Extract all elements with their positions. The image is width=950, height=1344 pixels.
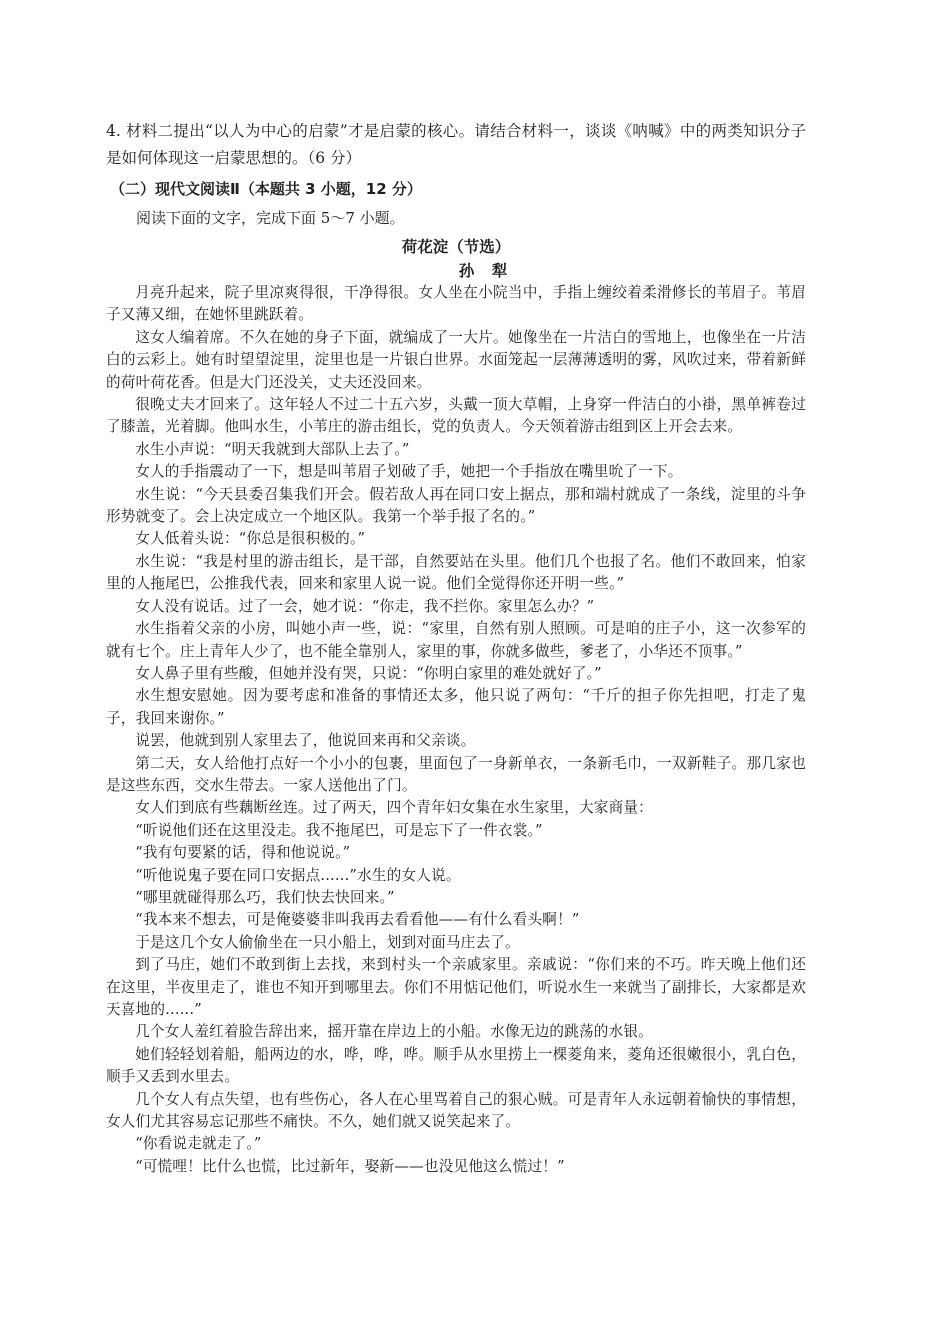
article-paragraph: “听他说鬼子要在同口安据点......”水生的女人说。	[135, 866, 461, 884]
article-paragraph: “听说他们还在这里没走。我不拖尾巴，可是忘下了一件衣裳。”	[135, 821, 543, 839]
article-paragraph: 水生说：“我是村里的游击组长，是干部，自然要站在头里。他们几个也报了名。他们不敢回来，怕家里的人拖尾巴，公推我代表，回来和家里人说一说。他们全觉得你还开明一些。”	[106, 552, 806, 593]
section-instruction: 阅读下面的文字，完成下面 5～7 小题。	[136, 209, 405, 227]
article-author: 孙 犁	[458, 262, 514, 280]
article-paragraph: 女人鼻子里有些酸，但她并没有哭，只说：“你明白家里的难处就好了。”	[135, 664, 602, 682]
article-paragraph: “可慌哩！比什么也慌，比过新年，娶新——也没见他这么慌过！”	[135, 1157, 565, 1175]
article-paragraph: “你看说走就走了。”	[135, 1135, 262, 1153]
article-paragraph: 几个女人羞红着脸告辞出来，摇开靠在岸边上的小船。水像无边的跳荡的水银。	[135, 1023, 653, 1041]
article-paragraph: 水生指着父亲的小房，叫她小声一些，说：“家里，自然有别人照顾。可是咱的庄子小，这一次参军的就有七个。庄上青年人少了，也不能全靠别人，家里的事，你就多做些，爹老了，小华还不顶事。”	[106, 620, 806, 660]
article-paragraph: 这女人编着席。不久在她的身子下面，就编成了一大片。她像坐在一片洁白的雪地上，也像坐在一片洁白的云彩上。她有时望望淀里，淀里也是一片银白世界。水面笼起一层薄薄透明的雾，风吹过来，带着新鲜的荷叶荷花香。但是大门还没关，丈夫还没回来。	[106, 328, 806, 391]
question-4: 4. 材料二提出“以人为中心的启蒙”才是启蒙的核心。请结合材料一，谈谈《呐喊》中的两类知识分子是如何体现这一启蒙思想的。（6 分）	[106, 122, 806, 167]
article-paragraph: “我有句要紧的话，得和他说说。”	[135, 844, 351, 862]
article-title: 荷花淀（节选）	[401, 238, 511, 256]
article-paragraph: “哪里就碰得那么巧，我们快去快回来。”	[135, 888, 395, 906]
article-paragraph: 水生想安慰她。因为要考虑和准备的事情还太多，他只说了两句：“千斤的担子你先担吧，打走了鬼子，我回来谢你。”	[106, 687, 806, 727]
article-paragraph: 几个女人有点失望，也有些伤心，各人在心里骂着自己的狠心贼。可是青年人永远朝着愉快的事情想，女人们尤其容易忘记那些不痛快。不久，她们就又说笑起来了。	[106, 1090, 806, 1131]
article-paragraph: 说罢，他就到别人家里去了，他说回来再和父亲谈。	[135, 732, 476, 750]
article-paragraph: 女人的手指震动了一下，想是叫苇眉子划破了手，她把一个手指放在嘴里吮了一下。	[135, 463, 683, 481]
article-paragraph: 女人低着头说：“你总是很积极的。”	[135, 530, 366, 548]
article-paragraph: 水生小声说：“明天我就到大部队上去了。”	[135, 440, 410, 458]
article-paragraph: “我本来不想去，可是俺婆婆非叫我再去看看他——有什么看头啊！”	[135, 911, 580, 929]
article-paragraph: 她们轻轻划着船，船两边的水，哗，哗，哗。顺手从水里捞上一棵菱角来，菱角还很嫩很小，乳白色，顺手又丢到水里去。	[106, 1045, 806, 1086]
article-paragraph: 第二天，女人给他打点好一个小小的包裹，里面包了一身新单衣，一条新毛巾，一双新鞋子。那几家也是这些东西，交水生带去。一家人送他出了门。	[106, 754, 806, 794]
article-paragraph: 女人没有说话。过了一会，她才说：“你走，我不拦你。家里怎么办？”	[135, 597, 595, 615]
section-heading: （二）现代文阅读Ⅱ（本题共 3 小题，12 分）	[110, 180, 422, 198]
article-paragraph: 于是这几个女人偷偷坐在一只小船上，划到对面马庄去了。	[135, 933, 520, 951]
exam-page	[106, 118, 806, 1178]
article-paragraph: 月亮升起来，院子里凉爽得很，干净得很。女人坐在小院当中，手指上缠绞着柔滑修长的苇眉子。苇眉子又薄又细，在她怀里跳跃着。	[106, 284, 806, 324]
article-paragraph: 女人们到底有些藕断丝连。过了两天，四个青年妇女集在水生家里，大家商量：	[135, 799, 653, 817]
article-paragraph: 水生说：“今天县委召集我们开会。假若敌人再在同口安上据点，那和端村就成了一条线，淀里的斗争形势就变了。会上决定成立一个地区队。我第一个举手报了名的。”	[106, 485, 806, 526]
article-paragraph: 很晚丈夫才回来了。这年轻人不过二十五六岁，头戴一顶大草帽，上身穿一件洁白的小褂，黑单裤卷过了膝盖，光着脚。他叫水生，小苇庄的游击组长，党的负责人。今天领着游击组到区上开会去来。	[106, 396, 806, 436]
article-body	[106, 282, 806, 1178]
article-paragraph: 到了马庄，她们不敢到街上去找，来到村头一个亲戚家里。亲戚说：“你们来的不巧。昨天晚上他们还在这里，半夜里走了，谁也不知开到哪里去。你们不用惦记他们，听说水生一来就当了副排长，大家都是欢天喜地的......”	[106, 956, 806, 1018]
